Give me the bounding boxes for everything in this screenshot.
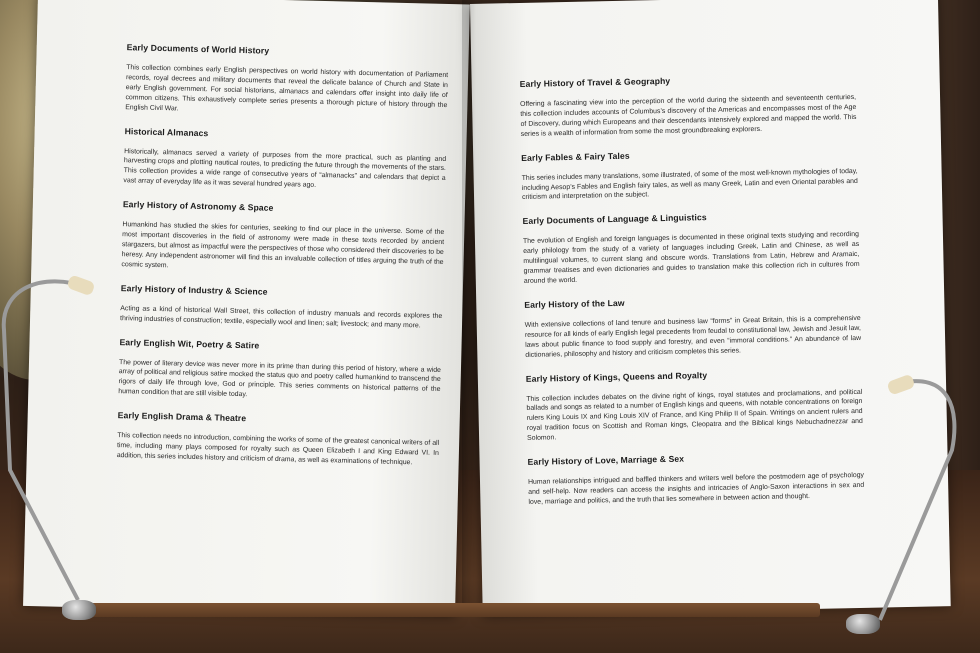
section-body: This collection needs no introduction, combining the works of some of the greatest canonical writers of all time, including many plays composed for royalty such as Queen Elizabeth I and King Edward VI. In addition, this series includes history and criticism of drama, as well as examinations of technique. xyxy=(116,432,440,467)
section-heading: Early History of Kings, Queens and Royalty xyxy=(525,369,708,384)
section-body: This collection includes debates on the divine right of kings, royal statutes and proclamations, and political ballads and songs as related to a number of English kings and queens, with notable concentrations on foreign rulers King Louis IX and King Louis XIV of France, and King Philip II of Spain. Writings on ancient rulers and royal tradition focus on Scottish and Roman kings, Cleopatra and the Biblical kings Nebuchadnezzar and Solomon. xyxy=(526,388,863,443)
section-heading: Early English Wit, Poetry & Satire xyxy=(119,336,260,351)
left-page xyxy=(23,0,470,616)
section-body: This series includes many translations, some illustrated, of some of the most well-known mythologies of today, including Aesop’s Fables and English fairy tales, as well as many Greek, Latin and even Oriental parables and criticism and interpretation on the subject. xyxy=(521,167,858,202)
section-heading: Early History of Travel & Geography xyxy=(519,75,671,89)
section-heading: Early Fables & Fairy Tales xyxy=(521,150,630,163)
section-heading: Early History of Love, Marriage & Sex xyxy=(527,453,685,467)
section-body: Offering a fascinating view into the perception of the world during the sixteenth and seventeenth centuries, this collection includes accounts of Columbus’s discovery of the Americas and encompasses most of the Age of Discovery, during which Europeans and their descendants intensively explored and mapped the world. This series is a wealth of information from some the most groundbreaking explorers. xyxy=(520,93,857,138)
section-body: Human relationships intrigued and baffled thinkers and writers well before the postmodern age of psychology and self-help. Now readers can access the insights and intricacies of Anglo-Saxon interactions in sex and love, marriage and politics, and the truth that lies somewhere in between action and thought. xyxy=(527,471,865,506)
section-body: The power of literary device was never more in its prime than during this period of history, where a wide array of political and religious satire mocked the status quo and poetry called humankind to transcend the rigors of daily life through love, God or principle. This series comments on historical patterns of the human condition that are still visible today. xyxy=(118,358,442,399)
book-gutter-shadow xyxy=(462,0,476,612)
section-heading: Early Documents of Language & Linguistics xyxy=(522,212,707,227)
section-body: Historically, almanacs served a variety of purposes from the more practical, such as planting and harvesting crops and plotting nautical routes, to predicting the future through the movements of the stars. This collection provides a wide range of consecutive years of “almanacks” and calendars that depict a vast array of everyday life as it was several hundred years ago. xyxy=(123,147,447,190)
section-body: Humankind has studied the skies for centuries, seeking to find our place in the universe. Some of the most important discoveries in the field of astronomy were made in these texts recorded by ancient stargazers, but almost as impactful were the perspectives of those who considered their discoveries to be heresy. Any independent astronomer will find this an invaluable collection of titles arguing the truth of the cosmic system. xyxy=(121,221,445,270)
section-heading: Early History of the Law xyxy=(524,297,625,310)
section-heading: Historical Almanacs xyxy=(124,125,209,138)
left-page-column xyxy=(116,42,448,482)
section-heading: Early Documents of World History xyxy=(126,42,270,56)
section-body: Acting as a kind of historical Wall Street, this collection of industry manuals and records explores the thriving industries of construction; textile, especially wool and linen; salt; livestock; and many more. xyxy=(120,304,443,330)
section-heading: Early History of Astronomy & Space xyxy=(122,199,274,213)
right-page xyxy=(470,0,951,616)
section-body: This collection combines early English perspectives on world history with documentation of Parliament records, royal decrees and military documents that reveal the delicate balance of Church and State in early English government. For social historians, almanacs and calendars offer insight into daily life of common citizens. This exhaustively complete series presents a thorough picture of history through the English Civil War. xyxy=(125,64,449,113)
section-body: The evolution of English and foreign languages is documented in these original texts studying and recording early philology from the study of a variety of languages including Greek, Latin and Chinese, as well as multilingual volumes, to current slang and obscure words. Translations from Latin, Hebrew and Aramaic, grammar treatises and even dictionaries and guides to translation make this collection rich in cultures from around the world. xyxy=(522,231,860,285)
section-body: With extensive collections of land tenure and business law “forms” in Great Britain, this is a comprehensive resource for all kinds of early English legal precedents from feudal to constitutional law, Jewish and Jesuit law, laws about public finance to food supply and forestry, and even “immoral conditions.” An abundance of law dictionaries, philosophy and history and criticism completes this series. xyxy=(524,314,862,359)
right-page-column xyxy=(520,72,865,521)
section-heading: Early English Drama & Theatre xyxy=(117,410,247,424)
section-heading: Early History of Industry & Science xyxy=(120,282,268,297)
